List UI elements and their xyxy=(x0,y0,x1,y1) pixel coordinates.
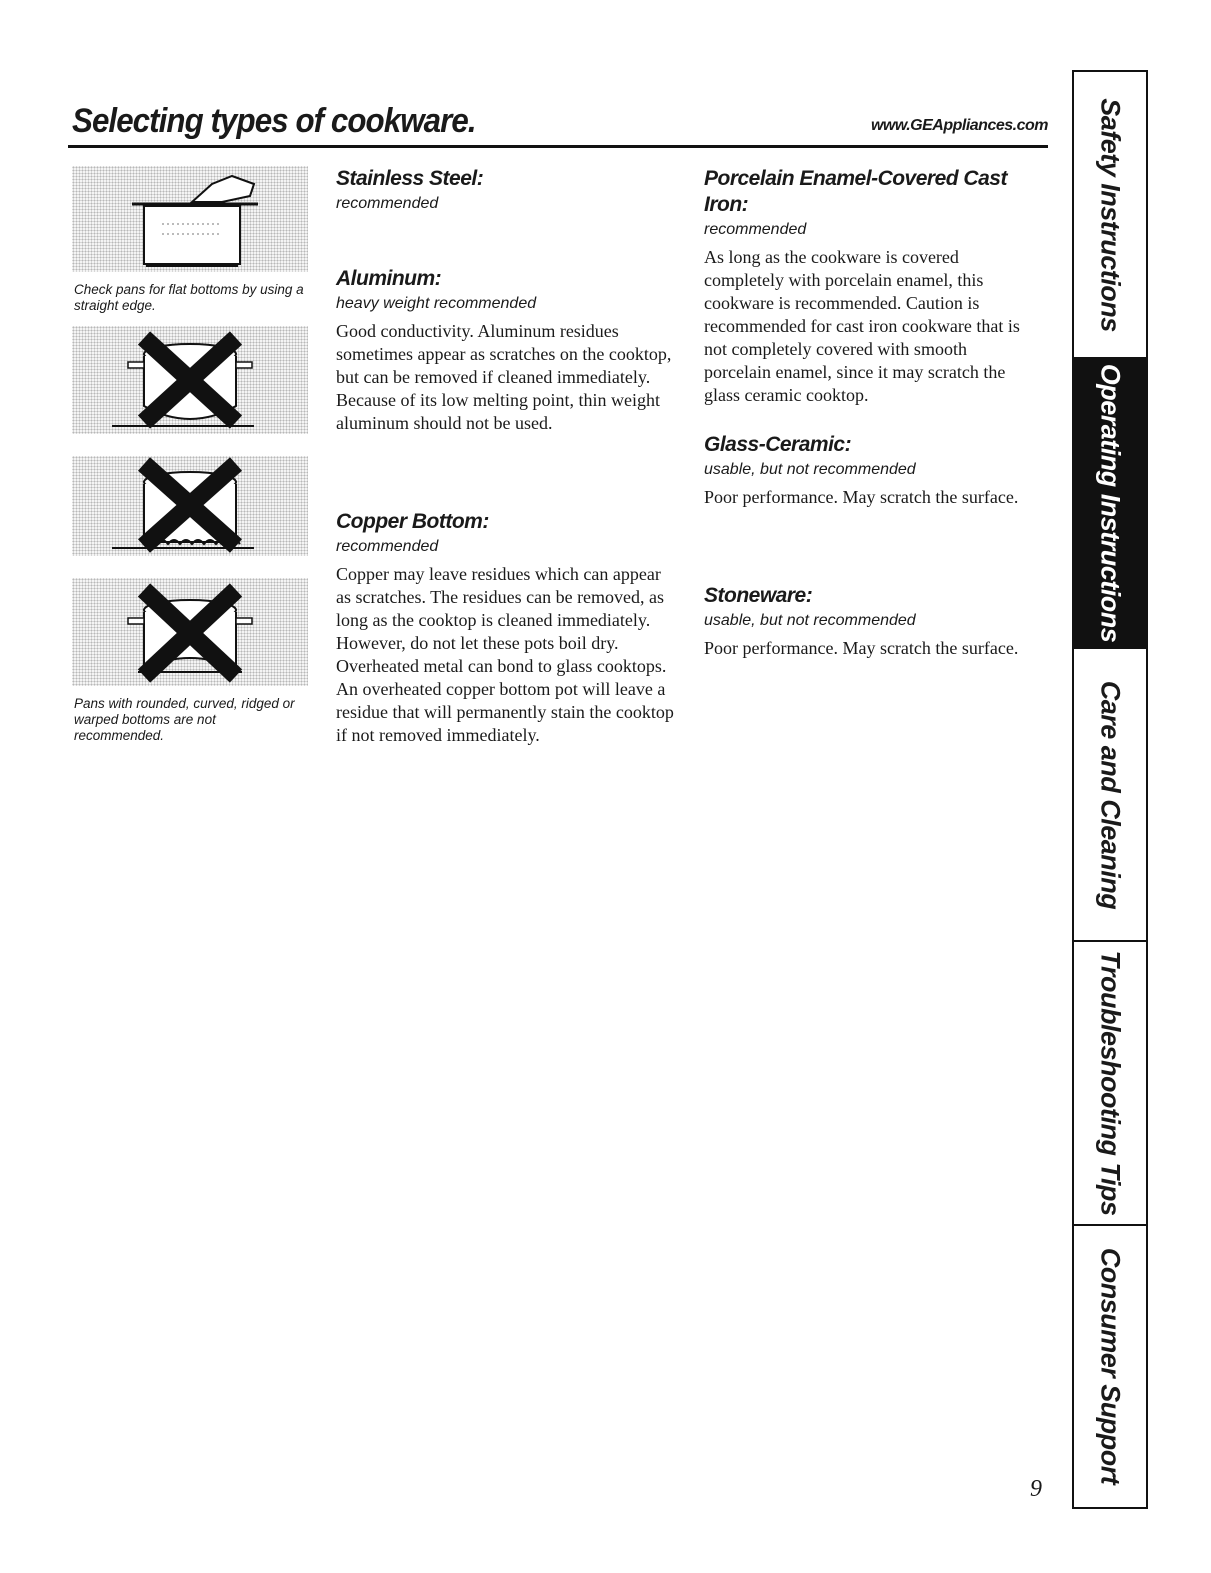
tab-safety-instructions[interactable] xyxy=(1074,72,1146,359)
section-title: Stainless Steel: xyxy=(336,167,484,190)
website-url[interactable]: www.GEAppliances.com xyxy=(870,117,1048,134)
section-title: Porcelain Enamel-Covered Cast Iron: xyxy=(704,167,1007,216)
page-title: Selecting types of cookware. xyxy=(72,102,476,140)
tab-label: Consumer Support xyxy=(1095,1247,1126,1484)
page-number: 9 xyxy=(1030,1476,1042,1502)
section-rating: usable, but not recommended xyxy=(704,612,916,629)
section-copper-bottom xyxy=(336,509,676,747)
tab-label: Care and Cleaning xyxy=(1095,680,1126,909)
section-stainless-steel xyxy=(336,166,676,214)
section-rating: recommended xyxy=(336,195,439,212)
tab-consumer-support[interactable] xyxy=(1074,1226,1146,1505)
section-rating: heavy weight recommended xyxy=(336,295,537,312)
section-title: Stoneware: xyxy=(704,584,813,607)
side-tab-nav xyxy=(1072,70,1148,1509)
rounded-pan-illustration xyxy=(72,326,308,434)
straight-edge-illustration xyxy=(72,166,308,272)
section-title: Glass-Ceramic: xyxy=(704,433,852,456)
section-stoneware xyxy=(704,583,1034,660)
section-body: Poor performance. May scratch the surface. xyxy=(704,638,1019,658)
section-title: Aluminum: xyxy=(336,267,442,290)
section-body: Copper may leave residues which can appear as scratches. The residues can be removed, as long as the cooktop is cleaned immediately. However, do not let these pots boil dry. Overheated metal can bond to glass cooktops. An overheated copper bottom pot will leave a residue that will permanently stain the cooktop if not removed immediately. xyxy=(336,564,674,745)
section-glass-ceramic xyxy=(704,432,1034,509)
section-title: Copper Bottom: xyxy=(336,510,489,533)
warped-pan-illustration xyxy=(72,578,308,686)
not-recommended-caption: Pans with rounded, curved, ridged or warped bottoms are not recommended. xyxy=(74,696,295,743)
section-body: Good conductivity. Aluminum residues sometimes appear as scratches on the cooktop, but can be removed if cleaned immediately. Because of its low melting point, thin weight aluminum should not be used. xyxy=(336,321,672,433)
tab-label: Operating Instructions xyxy=(1095,363,1126,643)
tab-label: Safety Instructions xyxy=(1095,97,1126,332)
section-aluminum xyxy=(336,266,676,435)
straight-edge-caption: Check pans for flat bottoms by using a straight edge. xyxy=(74,282,304,313)
tab-label: Troubleshooting Tips xyxy=(1095,950,1126,1216)
ridged-pan-illustration xyxy=(72,456,308,556)
section-body: As long as the cookware is covered completely with porcelain enamel, this cookware is recommended. Caution is recommended for cast iron cookware that is not completely covered with smooth porcelain enamel, since it may scratch the glass ceramic cooktop. xyxy=(704,247,1020,405)
tab-care-and-cleaning[interactable] xyxy=(1074,649,1146,942)
header-rule xyxy=(68,145,1048,148)
section-body: Poor performance. May scratch the surface. xyxy=(704,487,1019,507)
section-rating: usable, but not recommended xyxy=(704,461,916,478)
tab-operating-instructions[interactable] xyxy=(1074,359,1146,649)
section-rating: recommended xyxy=(336,538,439,555)
tab-troubleshooting-tips[interactable] xyxy=(1074,942,1146,1226)
section-rating: recommended xyxy=(704,221,807,238)
section-porcelain-enamel xyxy=(704,166,1034,407)
